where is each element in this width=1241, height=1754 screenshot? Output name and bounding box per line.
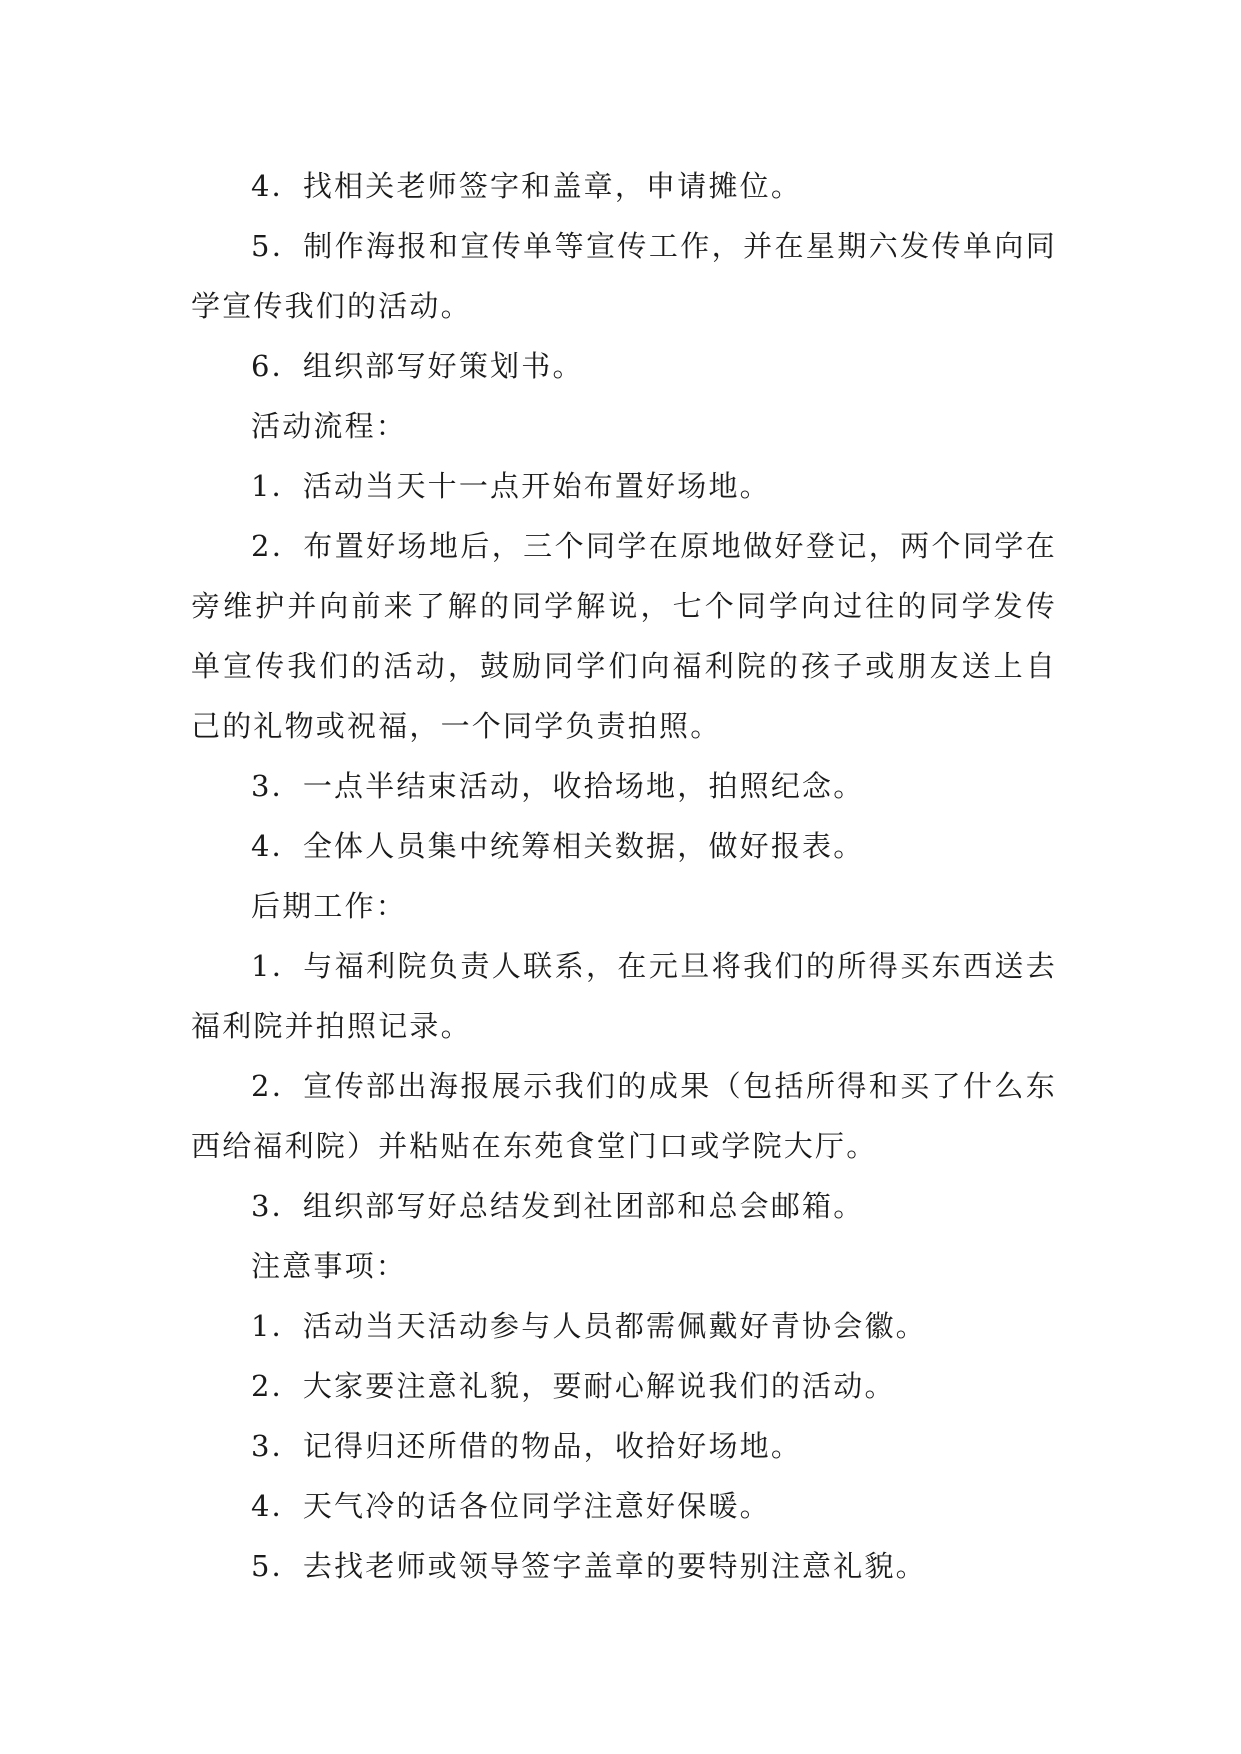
- paragraph: 5．制作海报和宣传单等宣传工作，并在星期六发传单向同学宣传我们的活动。: [191, 229, 1057, 323]
- paragraph: 5．去找老师或领导签字盖章的要特别注意礼貌。: [251, 1549, 927, 1583]
- paragraph: 2．宣传部出海报展示我们的成果（包括所得和买了什么东西给福利院）并粘贴在东苑食堂门口或学院大厅。: [191, 1069, 1057, 1163]
- paragraph: 6．组织部写好策划书。: [251, 349, 584, 383]
- document-body: [191, 156, 1057, 1596]
- paragraph: 1．活动当天十一点开始布置好场地。: [251, 469, 771, 503]
- paragraph: 3．组织部写好总结发到社团部和总会邮箱。: [251, 1189, 865, 1223]
- section-heading: 活动流程：: [251, 409, 408, 443]
- paragraph: 2．大家要注意礼貌，要耐心解说我们的活动。: [251, 1369, 896, 1403]
- paragraph: 4．找相关老师签字和盖章，申请摊位。: [251, 169, 803, 203]
- paragraph: 1．活动当天活动参与人员都需佩戴好青协会徽。: [251, 1309, 927, 1343]
- paragraph: 3．一点半结束活动，收拾场地，拍照纪念。: [251, 769, 865, 803]
- paragraph: 4．天气冷的话各位同学注意好保暖。: [251, 1489, 771, 1523]
- section-heading: 后期工作：: [251, 889, 408, 923]
- paragraph: 3．记得归还所借的物品，收拾好场地。: [251, 1429, 803, 1463]
- section-heading: 注意事项：: [251, 1249, 408, 1283]
- paragraph: 1．与福利院负责人联系，在元旦将我们的所得买东西送去福利院并拍照记录。: [191, 949, 1057, 1043]
- paragraph: 4．全体人员集中统筹相关数据，做好报表。: [251, 829, 865, 863]
- paragraph: 2．布置好场地后，三个同学在原地做好登记，两个同学在旁维护并向前来了解的同学解说，七个同学向过往的同学发传单宣传我们的活动，鼓励同学们向福利院的孩子或朋友送上自己的礼物或祝福，一个同学负责拍照。: [191, 529, 1057, 743]
